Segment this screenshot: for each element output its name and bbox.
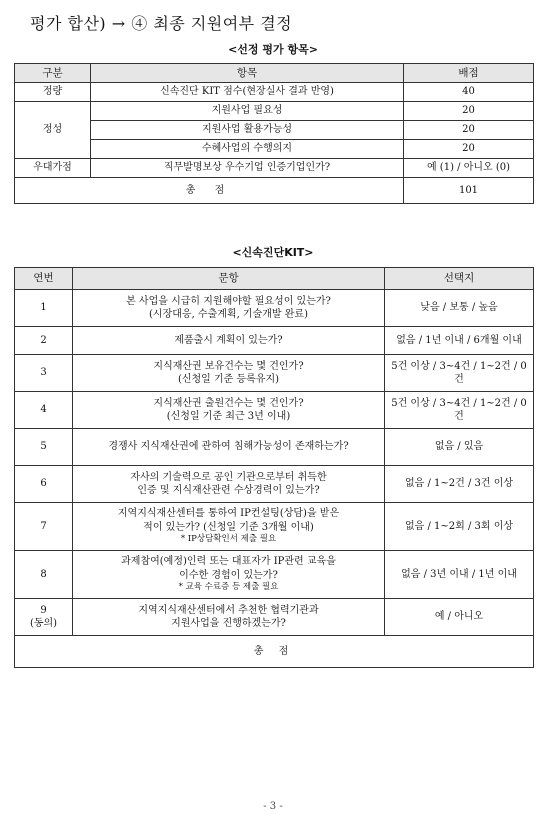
choices-cell: 없음 / 1~2회 / 3회 이상 xyxy=(385,503,534,551)
question-cell: 제품출시 계획이 있는가? xyxy=(73,327,385,355)
question-line: (신청일 기준 최근 3년 이내) xyxy=(166,411,291,422)
question-cell: 경쟁사 지식재산권에 관하여 침해가능성이 존재하는가? xyxy=(73,429,385,466)
question-line: 과제참여(예정)인력 또는 대표자가 IP관련 교육을 xyxy=(121,556,336,568)
header-score: 배점 xyxy=(404,64,534,83)
choices-cell: 없음 / 있음 xyxy=(385,429,534,466)
question-cell xyxy=(73,551,385,599)
table-row xyxy=(15,503,534,551)
number-cell: 1 xyxy=(15,290,73,327)
question-line: 지식재산권 출원건수는 몇 건인가? xyxy=(153,397,304,409)
section-heading: 평가 합산) → ④ 최종 지원여부 결정 xyxy=(30,14,293,33)
table-row xyxy=(15,392,534,429)
header-category: 구분 xyxy=(15,64,91,83)
score-cell: 40 xyxy=(404,83,534,102)
number-cell: 4 xyxy=(15,392,73,429)
number-line: 9 xyxy=(40,604,47,616)
choices-cell: 5건 이상 / 3~4건 / 1~2건 / 0건 xyxy=(385,355,534,392)
table-row xyxy=(15,466,534,503)
question-note: * 교육 수료증 등 제출 필요 xyxy=(178,582,279,593)
number-cell: 7 xyxy=(15,503,73,551)
item-cell: 지원사업 필요성 xyxy=(91,102,404,121)
question-line: 적이 있는가? (신청일 기준 3개월 이내) xyxy=(143,521,314,533)
question-line: 지식재산권 보유건수는 몇 건인가? xyxy=(153,360,304,372)
number-cell: 6 xyxy=(15,466,73,503)
header-question: 문항 xyxy=(73,268,385,290)
question-line: (시장대응, 수출계획, 기술개발 완료) xyxy=(149,309,308,320)
score-cell: 20 xyxy=(404,140,534,159)
quick-diagnosis-kit-table xyxy=(14,267,534,668)
item-cell: 수혜사업의 수행의지 xyxy=(91,140,404,159)
table-row xyxy=(15,327,534,355)
score-cell: 예 (1) / 아니오 (0) xyxy=(404,159,534,178)
header-choices: 선택지 xyxy=(385,268,534,290)
table-row xyxy=(15,159,534,178)
total-label: 총 점 xyxy=(15,636,534,668)
question-cell xyxy=(73,466,385,503)
number-note: (동의) xyxy=(29,618,58,629)
choices-cell: 없음 / 1년 이내 / 6개월 이내 xyxy=(385,327,534,355)
category-cell: 우대가점 xyxy=(15,159,91,178)
table-row xyxy=(15,102,534,121)
question-line: 자사의 기술력으로 공인 기관으로부터 취득한 xyxy=(130,471,327,483)
total-score: 101 xyxy=(404,178,534,204)
number-cell: 8 xyxy=(15,551,73,599)
table-row xyxy=(15,121,534,140)
number-cell: 3 xyxy=(15,355,73,392)
table-row xyxy=(15,551,534,599)
question-cell xyxy=(73,355,385,392)
table-row xyxy=(15,290,534,327)
category-cell: 정성 xyxy=(15,102,91,159)
question-line: 본 사업을 시급히 지원해야할 필요성이 있는가? xyxy=(126,295,331,307)
choices-cell: 낮음 / 보통 / 높음 xyxy=(385,290,534,327)
choices-cell: 예 / 아니오 xyxy=(385,599,534,636)
table-row xyxy=(15,83,534,102)
category-cell: 정량 xyxy=(15,83,91,102)
choices-cell: 5건 이상 / 3~4건 / 1~2건 / 0건 xyxy=(385,392,534,429)
question-cell xyxy=(73,290,385,327)
total-row xyxy=(15,636,534,668)
question-line: (신청일 기준 등록유지) xyxy=(177,374,280,385)
item-cell: 지원사업 활용가능성 xyxy=(91,121,404,140)
header-item: 항목 xyxy=(91,64,404,83)
number-cell: 5 xyxy=(15,429,73,466)
question-line: 이수한 경험이 있는가? xyxy=(179,569,278,581)
table-row xyxy=(15,355,534,392)
question-line: 지역지식재산센터를 통하여 IP컨설팅(상담)을 받은 xyxy=(117,508,340,520)
table1-caption: <선정 평가 항목> xyxy=(228,43,318,56)
table2-caption: <신속진단KIT> xyxy=(232,246,314,259)
table-row xyxy=(15,140,534,159)
question-line: 지원사업을 진행하겠는가? xyxy=(171,618,286,629)
question-note: * IP상담확인서 제출 필요 xyxy=(180,534,277,545)
item-cell: 직무발명보상 우수기업 인증기업인가? xyxy=(91,159,404,178)
number-cell: 2 xyxy=(15,327,73,355)
page-number: - 3 - xyxy=(263,801,283,812)
table-row xyxy=(15,599,534,636)
score-cell: 20 xyxy=(404,121,534,140)
choices-cell: 없음 / 3년 이내 / 1년 이내 xyxy=(385,551,534,599)
question-line: 지역지식재산센터에서 추천한 협력기관과 xyxy=(138,604,319,616)
question-line: 인증 및 지식재산관련 수상경력이 있는가? xyxy=(137,485,320,496)
score-cell: 20 xyxy=(404,102,534,121)
total-row xyxy=(15,178,534,204)
question-cell xyxy=(73,599,385,636)
header-number: 연번 xyxy=(15,268,73,290)
question-cell xyxy=(73,503,385,551)
evaluation-criteria-table xyxy=(14,63,534,204)
choices-cell: 없음 / 1~2건 / 3건 이상 xyxy=(385,466,534,503)
number-cell xyxy=(15,599,73,636)
total-label: 총 점 xyxy=(15,178,404,204)
table-row xyxy=(15,429,534,466)
question-cell xyxy=(73,392,385,429)
item-cell: 신속진단 KIT 점수(현장실사 결과 반영) xyxy=(91,83,404,102)
